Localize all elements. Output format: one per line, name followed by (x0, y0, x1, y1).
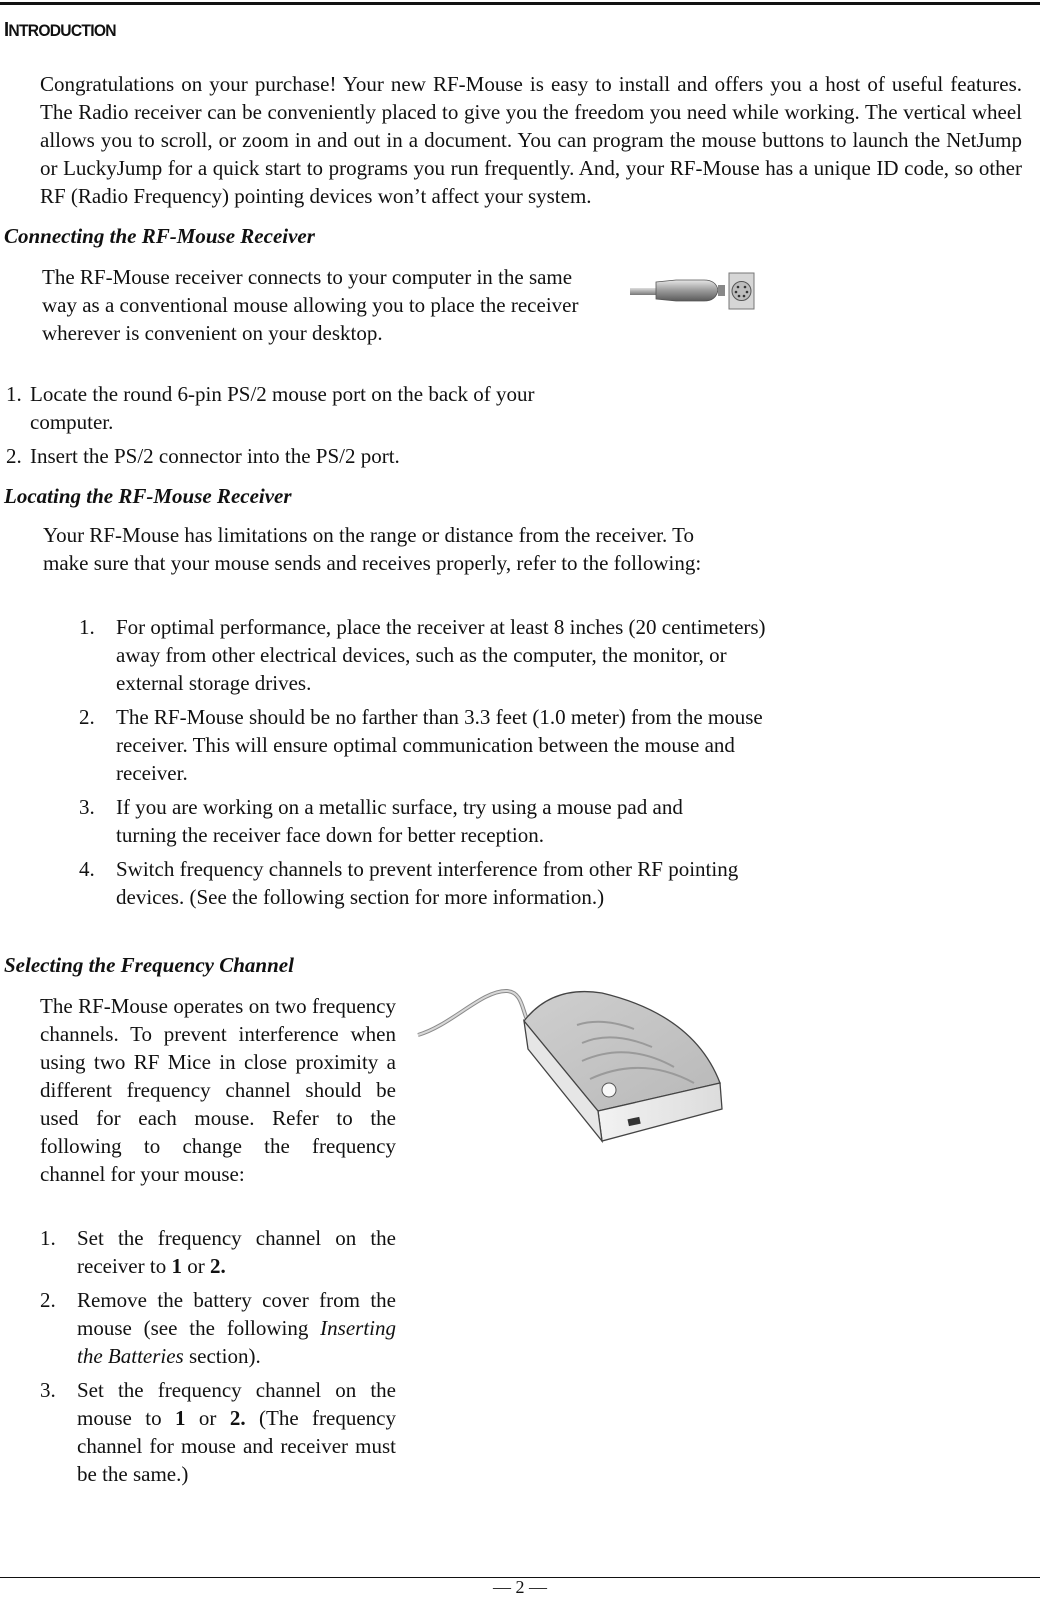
connecting-steps (6, 380, 586, 470)
list-number: 2. (6, 444, 22, 468)
channel-two: 2. (209, 1254, 226, 1278)
locating-body: Your RF-Mouse has limitations on the range or distance from the receiver. To make sure that your mouse sends and receives properly, refer to the following: (43, 523, 702, 575)
intro-paragraph: Congratulations on your purchase! Your new RF-Mouse is easy to install and offers you a host of useful features. The Radio receiver can be conveniently placed to give you the freedom you need while working. The vertical wheel allows you to scroll, or zoom in and out in a document. You can program the mouse buttons to launch the NetJump or LuckyJump for a quick start to programs you run frequently. And, your RF-Mouse has a unique ID code, so other RF (Radio Frequency) pointing devices won’t affect your system. (40, 72, 1022, 208)
list-item (40, 1376, 396, 1488)
locating-steps (79, 613, 779, 911)
list-number: 3. (40, 1378, 56, 1402)
list-item (79, 793, 779, 849)
list-text: Locate the round 6-pin PS/2 mouse port on the back of your computer. (30, 382, 535, 434)
list-item (40, 1224, 396, 1280)
list-item (6, 380, 586, 436)
list-text: (The frequency channel for mouse and receiver must be the same.) (77, 1406, 396, 1486)
list-number: 4. (79, 857, 95, 881)
list-text: or (185, 1406, 230, 1430)
selecting-body: The RF-Mouse operates on two frequency channels. To prevent interference when using two RF Mice in close proximity a different frequency channel should be used for each mouse. Refer to the following to change the frequency channel for your mouse: (40, 994, 396, 1186)
list-text: If you are working on a metallic surface, try using a mouse pad and turning the receiver face down for better reception. (116, 795, 683, 847)
list-text: Set the frequency channel on the receiver to (77, 1226, 396, 1278)
top-rule (0, 2, 1040, 5)
channel-one: 1 (171, 1254, 182, 1278)
list-text: section). (183, 1344, 261, 1368)
cross-reference: Inserting the Batteries (77, 1316, 396, 1368)
connecting-body: The RF-Mouse receiver connects to your computer in the same way as a conventional mouse allowing you to place the receiver wherever is convenient on your desktop. (42, 265, 579, 345)
channel-two: 2. (229, 1406, 246, 1430)
list-text: The RF-Mouse should be no farther than 3.3 feet (1.0 meter) from the mouse receiver. This will ensure optimal communication between the mouse and receiver. (116, 705, 763, 785)
list-number: 1. (6, 382, 22, 406)
list-text: Insert the PS/2 connector into the PS/2 port. (30, 444, 400, 468)
page-title (4, 19, 116, 42)
list-text: or (181, 1254, 210, 1278)
list-text: For optimal performance, place the receiver at least 8 inches (20 centimeters) away from other electrical devices, such as the computer, the monitor, or external storage drives. (116, 615, 766, 695)
heading-selecting: Selecting the Frequency Channel (4, 953, 294, 977)
heading-locating: Locating the RF-Mouse Receiver (4, 484, 292, 508)
list-number: 3. (79, 795, 95, 819)
list-item (40, 1286, 396, 1370)
selecting-steps (40, 1224, 396, 1488)
ps2-connector-icon (628, 270, 758, 316)
list-text: Remove the battery cover from the mouse (see the following (77, 1288, 396, 1340)
title-rest: NTRODUCTION (8, 21, 116, 40)
channel-one: 1 (175, 1406, 186, 1430)
rf-receiver-icon (412, 985, 732, 1153)
list-number: 2. (40, 1288, 56, 1312)
page-number: — 2 — (493, 1577, 547, 1597)
list-text: Switch frequency channels to prevent interference from other RF pointing devices. (See the following section for more information.) (116, 857, 739, 909)
list-item (6, 442, 586, 470)
list-number: 1. (40, 1226, 56, 1250)
heading-connecting: Connecting the RF-Mouse Receiver (4, 224, 315, 248)
list-text: Set the frequency channel on the mouse to (77, 1378, 396, 1430)
list-item (79, 613, 779, 697)
list-number: 1. (79, 615, 95, 639)
list-item (79, 855, 779, 911)
list-number: 2. (79, 705, 95, 729)
title-initial: I (4, 19, 9, 41)
list-item (79, 703, 779, 787)
